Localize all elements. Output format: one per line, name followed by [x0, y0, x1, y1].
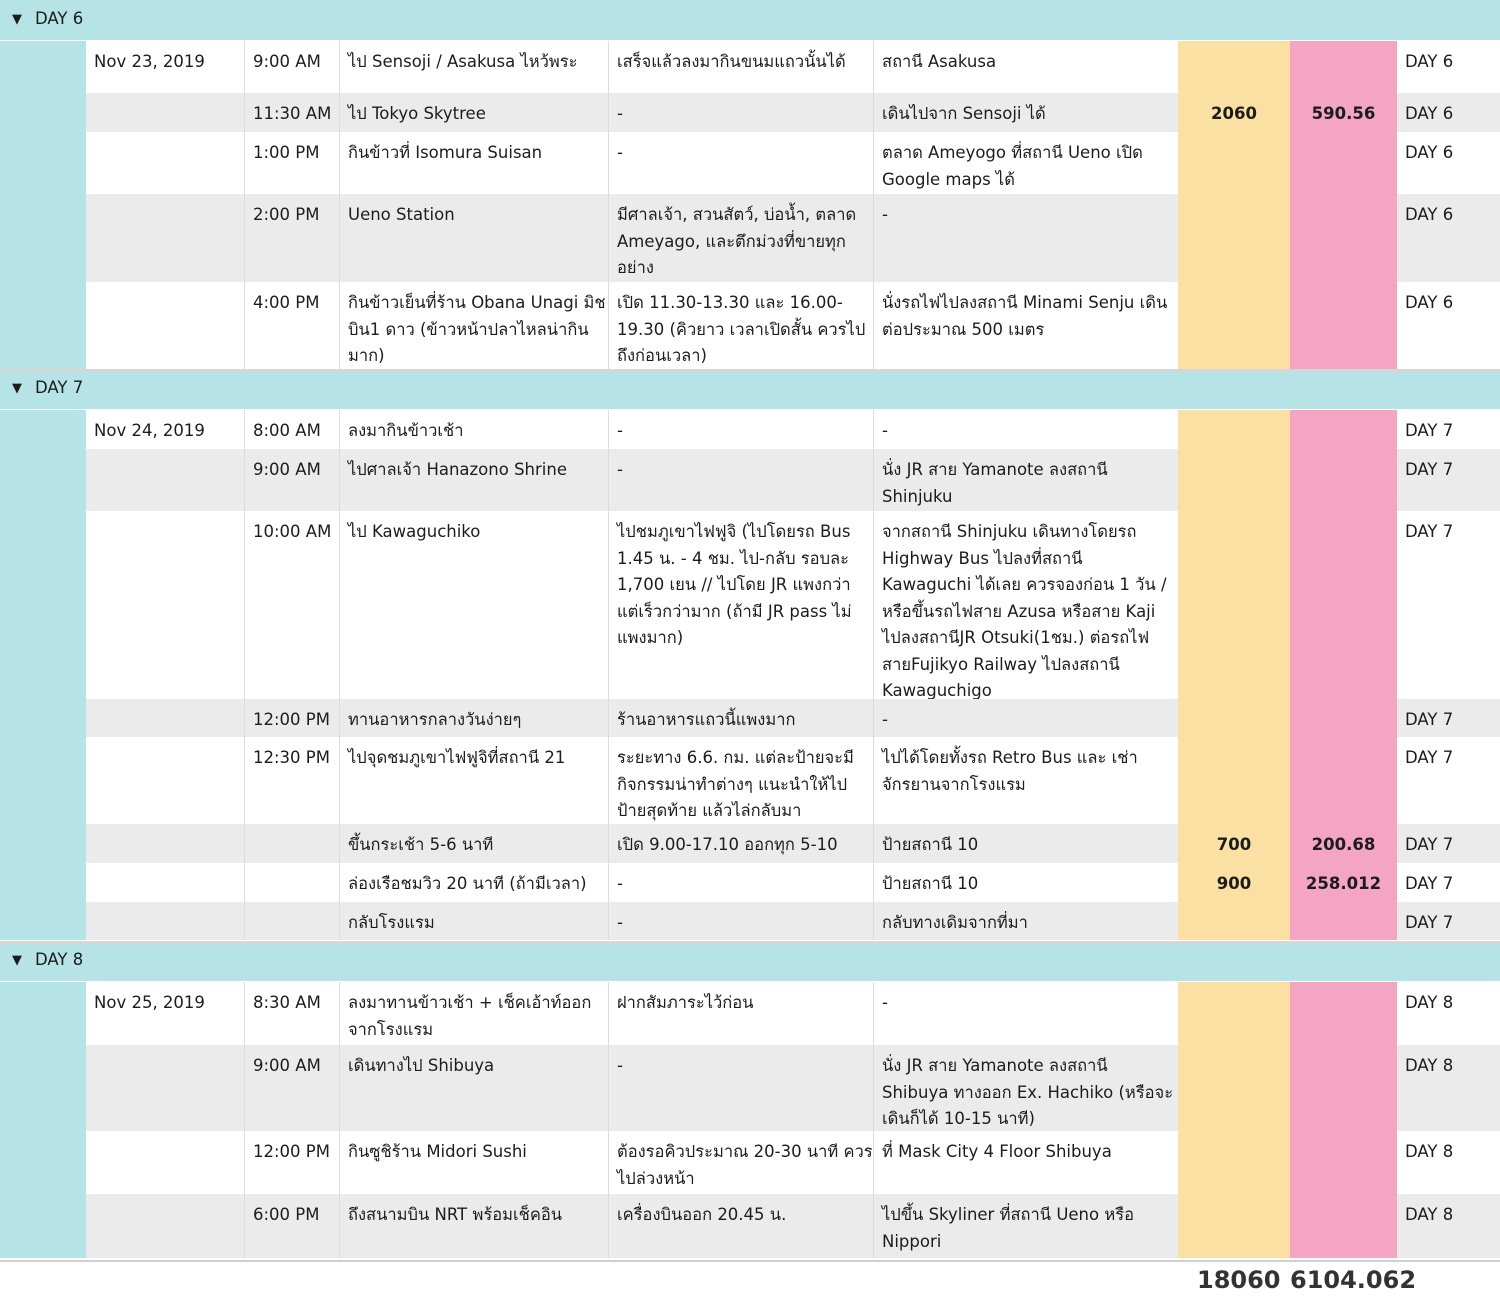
- table-row[interactable]: [86, 194, 1500, 282]
- column-divider: [339, 902, 340, 940]
- collapse-triangle-icon[interactable]: ▼: [12, 953, 22, 968]
- column-divider: [244, 902, 245, 940]
- column-divider: [339, 132, 340, 194]
- column-divider: [608, 982, 609, 1045]
- activity-cell[interactable]: ไป Kawaguchiko: [348, 522, 481, 541]
- date-cell[interactable]: Nov 24, 2019: [94, 421, 205, 440]
- collapse-triangle-icon[interactable]: ▼: [12, 381, 22, 396]
- column-divider: [339, 1045, 340, 1131]
- date-cell[interactable]: [86, 824, 244, 863]
- note-cell[interactable]: -: [617, 913, 623, 932]
- column-divider: [873, 824, 874, 863]
- column-divider: [244, 1131, 245, 1194]
- date-cell[interactable]: [86, 863, 244, 902]
- table-row[interactable]: [86, 282, 1500, 369]
- note-cell[interactable]: เปิด 9.00-17.10 ออกทุก 5-10: [617, 835, 838, 854]
- column-divider: [873, 449, 874, 511]
- collapse-triangle-icon[interactable]: ▼: [12, 12, 22, 27]
- column-divider: [873, 1045, 874, 1131]
- activity-cell[interactable]: ถึงสนามบิน NRT พร้อมเช็คอิน: [348, 1205, 563, 1224]
- activity-cell[interactable]: ทานอาหารกลางวันง่ายๆ: [348, 710, 522, 729]
- column-divider: [339, 93, 340, 132]
- table-row[interactable]: [86, 902, 1500, 940]
- date-cell[interactable]: [86, 1131, 244, 1194]
- column-divider: [244, 863, 245, 902]
- note-cell[interactable]: ต้องรอคิวประมาณ 20-30 นาที ควรไปล่วงหน้า: [617, 1142, 873, 1188]
- column-divider: [873, 282, 874, 369]
- group-indent-band: [0, 982, 86, 1258]
- activity-cell[interactable]: Ueno Station: [348, 205, 455, 224]
- day-label-cell[interactable]: DAY 7: [1405, 835, 1454, 854]
- column-divider: [339, 824, 340, 863]
- time-cell[interactable]: [245, 824, 339, 863]
- note-cell[interactable]: -: [617, 874, 623, 893]
- column-divider: [244, 410, 245, 449]
- table-row[interactable]: [86, 982, 1500, 1045]
- totals-divider: [0, 1260, 1500, 1262]
- date-cell[interactable]: [86, 511, 244, 699]
- column-divider: [244, 824, 245, 863]
- thb-cell[interactable]: 200.68: [1290, 824, 1397, 863]
- table-row[interactable]: [86, 1194, 1500, 1258]
- table-row[interactable]: [86, 410, 1500, 449]
- activity-cell[interactable]: ไปจุดชมภูเขาไฟฟูจิที่สถานี 21: [348, 748, 566, 767]
- yen-cell[interactable]: [1178, 132, 1290, 194]
- day-label-cell[interactable]: DAY 7: [1405, 460, 1454, 479]
- transport-cell[interactable]: นั่ง JR สาย Yamanote ลงสถานี Shinjuku: [882, 460, 1108, 506]
- group-label: DAY 6: [35, 9, 84, 28]
- note-cell[interactable]: มีศาลเจ้า, สวนสัตว์, บ่อน้ำ, ตลาด Ameyago, และตึกม่วงที่ขายทุกอย่าง: [617, 205, 857, 277]
- column-divider: [608, 410, 609, 449]
- thb-cell[interactable]: [1290, 132, 1397, 194]
- time-cell[interactable]: 8:00 AM: [253, 421, 321, 440]
- column-divider: [244, 132, 245, 194]
- note-cell[interactable]: ฝากสัมภาระไว้ก่อน: [617, 993, 754, 1012]
- transport-cell[interactable]: ตลาด Ameyogo ที่สถานี Ueno เปิด Google maps ได้: [882, 143, 1143, 189]
- time-cell[interactable]: 12:00 PM: [253, 1142, 330, 1161]
- yen-cell[interactable]: [1178, 449, 1290, 511]
- note-cell[interactable]: -: [617, 1056, 623, 1075]
- day-label-cell[interactable]: DAY 6: [1405, 205, 1454, 224]
- day-label-cell[interactable]: DAY 6: [1405, 293, 1454, 312]
- group-label: DAY 8: [35, 950, 84, 969]
- note-cell[interactable]: ไปชมภูเขาไฟฟูจิ (ไปโดยรถ Bus 1.45 น. - 4 ชม. ไป-กลับ รอบละ 1,700 เยน // ไปโดย JR แพงกว่า แต่เร็วกว่ามาก (ถ้ามี JR pass ไม่แพงมาก): [617, 522, 852, 647]
- column-divider: [608, 93, 609, 132]
- date-cell[interactable]: Nov 23, 2019: [94, 52, 205, 71]
- day-label-cell[interactable]: DAY 7: [1405, 748, 1454, 767]
- total-yen[interactable]: 18060: [1197, 1266, 1281, 1294]
- time-cell[interactable]: 8:30 AM: [253, 993, 321, 1012]
- column-divider: [339, 41, 340, 93]
- table-row[interactable]: [86, 863, 1500, 902]
- yen-cell[interactable]: [1178, 511, 1290, 699]
- day-label-cell[interactable]: DAY 6: [1405, 104, 1454, 123]
- activity-cell[interactable]: ขึ้นกระเช้า 5-6 นาที: [348, 835, 494, 854]
- column-divider: [873, 863, 874, 902]
- table-row[interactable]: [86, 511, 1500, 699]
- column-divider: [873, 982, 874, 1045]
- group-separator: [0, 941, 1500, 944]
- yen-cell[interactable]: [1178, 982, 1290, 1045]
- column-divider: [873, 902, 874, 940]
- day-label-cell[interactable]: DAY 7: [1405, 913, 1454, 932]
- date-cell[interactable]: [86, 699, 244, 737]
- column-divider: [608, 282, 609, 369]
- column-divider: [608, 194, 609, 282]
- activity-cell[interactable]: กลับโรงแรม: [348, 913, 435, 932]
- yen-cell[interactable]: 2060: [1178, 93, 1290, 132]
- thb-cell[interactable]: [1290, 1131, 1397, 1194]
- table-row[interactable]: [86, 449, 1500, 511]
- thb-cell[interactable]: [1290, 449, 1397, 511]
- column-divider: [608, 699, 609, 737]
- transport-cell[interactable]: -: [882, 205, 888, 224]
- date-cell[interactable]: [86, 737, 244, 824]
- day-label-cell[interactable]: DAY 7: [1405, 710, 1454, 729]
- transport-cell[interactable]: ที่ Mask City 4 Floor Shibuya: [882, 1142, 1112, 1161]
- column-divider: [244, 449, 245, 511]
- yen-cell[interactable]: [1178, 1045, 1290, 1131]
- transport-cell[interactable]: ป้ายสถานี 10: [882, 874, 979, 893]
- time-cell[interactable]: 9:00 AM: [253, 1056, 321, 1075]
- group-header-1[interactable]: [0, 369, 1500, 409]
- date-cell[interactable]: [86, 132, 244, 194]
- column-divider: [339, 699, 340, 737]
- column-divider: [608, 41, 609, 93]
- day-label-cell[interactable]: DAY 7: [1405, 421, 1454, 440]
- group-label: DAY 7: [35, 378, 84, 397]
- yen-cell[interactable]: [1178, 1194, 1290, 1258]
- column-divider: [608, 1045, 609, 1131]
- activity-cell[interactable]: กินข้าวที่ Isomura Suisan: [348, 143, 543, 162]
- date-cell[interactable]: [86, 282, 244, 369]
- note-cell[interactable]: -: [617, 143, 623, 162]
- column-divider: [339, 449, 340, 511]
- thb-cell[interactable]: 258.012: [1290, 863, 1397, 902]
- transport-cell[interactable]: -: [882, 710, 888, 729]
- column-divider: [873, 194, 874, 282]
- transport-cell[interactable]: ไปได้โดยทั้งรถ Retro Bus และ เช่าจักรยานจากโรงแรม: [882, 748, 1138, 794]
- activity-cell[interactable]: ไป Tokyo Skytree: [348, 104, 486, 123]
- day-label-cell[interactable]: DAY 7: [1405, 874, 1454, 893]
- date-cell[interactable]: Nov 25, 2019: [94, 993, 205, 1012]
- column-divider: [339, 194, 340, 282]
- transport-cell[interactable]: -: [882, 993, 888, 1012]
- column-divider: [873, 1194, 874, 1258]
- column-divider: [873, 410, 874, 449]
- note-cell[interactable]: -: [617, 460, 623, 479]
- thb-cell[interactable]: 590.56: [1290, 93, 1397, 132]
- note-cell[interactable]: -: [617, 104, 623, 123]
- activity-cell[interactable]: ลงมากินข้าวเช้า: [348, 421, 464, 440]
- transport-cell[interactable]: กลับทางเดิมจากที่มา: [882, 913, 1028, 932]
- date-cell[interactable]: [86, 1045, 244, 1131]
- time-cell[interactable]: 10:00 AM: [253, 522, 332, 541]
- column-divider: [244, 93, 245, 132]
- column-divider: [339, 282, 340, 369]
- yen-cell[interactable]: [1178, 194, 1290, 282]
- note-cell[interactable]: เครื่องบินออก 20.45 น.: [617, 1205, 787, 1224]
- activity-cell[interactable]: กินซูชิร้าน Midori Sushi: [348, 1142, 527, 1161]
- column-divider: [244, 511, 245, 699]
- time-cell[interactable]: 12:00 PM: [253, 710, 330, 729]
- column-divider: [608, 1131, 609, 1194]
- column-divider: [244, 194, 245, 282]
- table-row[interactable]: [86, 93, 1500, 132]
- thb-cell[interactable]: [1290, 511, 1397, 699]
- table-row[interactable]: [86, 824, 1500, 863]
- column-divider: [608, 863, 609, 902]
- yen-cell[interactable]: [1178, 699, 1290, 737]
- column-divider: [873, 737, 874, 824]
- time-cell[interactable]: [245, 902, 339, 940]
- column-divider: [339, 1194, 340, 1258]
- thb-cell[interactable]: [1290, 737, 1397, 824]
- transport-cell[interactable]: จากสถานี Shinjuku เดินทางโดยรถ Highway Bus ไปลงที่สถานี Kawaguchi ได้เลย ควรจองก่อน 1 วัน / หรือขึ้นรถไฟสาย Azusa หรือสาย Kaji ไปลงสถานีJR Otsuki(1ชม.) ต่อรถไฟสายFujikyo Railway ไปลงสถานี Kawaguchigo: [882, 522, 1167, 699]
- time-cell[interactable]: 4:00 PM: [253, 293, 320, 312]
- column-divider: [608, 449, 609, 511]
- group-indent-band: [0, 41, 86, 369]
- column-divider: [873, 41, 874, 93]
- column-divider: [339, 511, 340, 699]
- yen-cell[interactable]: 700: [1178, 824, 1290, 863]
- time-cell[interactable]: 9:00 AM: [253, 460, 321, 479]
- column-divider: [873, 93, 874, 132]
- transport-cell[interactable]: นั่งรถไฟไปลงสถานี Minami Senju เดินต่อประมาณ 500 เมตร: [882, 293, 1168, 339]
- thb-cell[interactable]: [1290, 41, 1397, 93]
- activity-cell[interactable]: ล่องเรือชมวิว 20 นาที (ถ้ามีเวลา): [348, 874, 587, 893]
- column-divider: [608, 1194, 609, 1258]
- note-cell[interactable]: -: [617, 421, 623, 440]
- column-divider: [244, 1045, 245, 1131]
- date-cell[interactable]: [86, 902, 244, 940]
- yen-cell[interactable]: [1178, 902, 1290, 940]
- date-cell[interactable]: [86, 93, 244, 132]
- transport-cell[interactable]: นั่ง JR สาย Yamanote ลงสถานี Shibuya ทางออก Ex. Hachiko (หรือจะเดินก็ได้ 10-15 นาที): [882, 1056, 1174, 1128]
- group-header-0[interactable]: [0, 0, 1500, 40]
- yen-cell[interactable]: [1178, 410, 1290, 449]
- day-label-cell[interactable]: DAY 8: [1405, 1056, 1454, 1075]
- column-divider: [873, 511, 874, 699]
- date-cell[interactable]: [86, 194, 244, 282]
- column-divider: [244, 699, 245, 737]
- time-cell[interactable]: 6:00 PM: [253, 1205, 320, 1224]
- yen-cell[interactable]: [1178, 1131, 1290, 1194]
- column-divider: [608, 824, 609, 863]
- day-label-cell[interactable]: DAY 8: [1405, 1205, 1454, 1224]
- thb-cell[interactable]: [1290, 1045, 1397, 1131]
- thb-cell[interactable]: [1290, 410, 1397, 449]
- total-thb[interactable]: 6104.062: [1290, 1266, 1417, 1294]
- note-cell[interactable]: เปิด 11.30-13.30 และ 16.00-19.30 (คิวยาว เวลาเปิดสั้น ควรไปถึงก่อนเวลา): [617, 293, 866, 365]
- column-divider: [244, 1194, 245, 1258]
- yen-cell[interactable]: [1178, 737, 1290, 824]
- column-divider: [339, 863, 340, 902]
- column-divider: [244, 282, 245, 369]
- transport-cell[interactable]: ป้ายสถานี 10: [882, 835, 979, 854]
- day-label-cell[interactable]: DAY 8: [1405, 993, 1454, 1012]
- thb-cell[interactable]: [1290, 982, 1397, 1045]
- column-divider: [244, 737, 245, 824]
- transport-cell[interactable]: เดินไปจาก Sensoji ได้: [882, 104, 1046, 123]
- yen-cell[interactable]: [1178, 282, 1290, 369]
- time-cell[interactable]: 9:00 AM: [253, 52, 321, 71]
- yen-cell[interactable]: 900: [1178, 863, 1290, 902]
- column-divider: [339, 1131, 340, 1194]
- table-row[interactable]: [86, 41, 1500, 93]
- time-cell[interactable]: 2:00 PM: [253, 205, 320, 224]
- thb-cell[interactable]: [1290, 194, 1397, 282]
- group-separator: [0, 369, 1500, 372]
- column-divider: [608, 902, 609, 940]
- thb-cell[interactable]: [1290, 699, 1397, 737]
- table-row[interactable]: [86, 699, 1500, 737]
- column-divider: [608, 511, 609, 699]
- transport-cell[interactable]: ไปขึ้น Skyliner ที่สถานี Ueno หรือ Nippori: [882, 1205, 1134, 1251]
- time-cell[interactable]: 11:30 AM: [253, 104, 332, 123]
- table-row[interactable]: [86, 1045, 1500, 1131]
- yen-cell[interactable]: [1178, 41, 1290, 93]
- column-divider: [608, 132, 609, 194]
- group-header-2[interactable]: [0, 941, 1500, 981]
- column-divider: [244, 982, 245, 1045]
- activity-cell[interactable]: ไป Sensoji / Asakusa ไหว้พระ: [348, 52, 578, 71]
- time-cell[interactable]: 1:00 PM: [253, 143, 320, 162]
- table-row[interactable]: [86, 132, 1500, 194]
- thb-cell[interactable]: [1290, 902, 1397, 940]
- activity-cell[interactable]: ลงมาทานข้าวเช้า + เช็คเอ้าท์ออกจากโรงแรม: [348, 993, 592, 1039]
- activity-cell[interactable]: เดินทางไป Shibuya: [348, 1056, 495, 1075]
- transport-cell[interactable]: สถานี Asakusa: [882, 52, 997, 71]
- column-divider: [339, 982, 340, 1045]
- time-cell[interactable]: 12:30 PM: [253, 748, 330, 767]
- note-cell[interactable]: เสร็จแล้วลงมากินขนมแถวนั้นได้: [617, 52, 846, 71]
- note-cell[interactable]: ระยะทาง 6.6. กม. แต่ละป้ายจะมีกิจกรรมน่าทำต่างๆ แนะนำให้ไปป้ายสุดท้าย แล้วไล่กลับมา: [617, 748, 854, 820]
- group-indent-band: [0, 410, 86, 940]
- column-divider: [339, 410, 340, 449]
- column-divider: [608, 737, 609, 824]
- date-cell[interactable]: [86, 1194, 244, 1258]
- thb-cell[interactable]: [1290, 1194, 1397, 1258]
- date-cell[interactable]: [86, 449, 244, 511]
- note-cell[interactable]: ร้านอาหารแถวนี้แพงมาก: [617, 710, 796, 729]
- transport-cell[interactable]: -: [882, 421, 888, 440]
- table-row[interactable]: [86, 1131, 1500, 1194]
- activity-cell[interactable]: ไปศาลเจ้า Hanazono Shrine: [348, 460, 567, 479]
- day-label-cell[interactable]: DAY 8: [1405, 1142, 1454, 1161]
- column-divider: [339, 737, 340, 824]
- day-label-cell[interactable]: DAY 6: [1405, 143, 1454, 162]
- column-divider: [873, 132, 874, 194]
- column-divider: [244, 41, 245, 93]
- day-label-cell[interactable]: DAY 7: [1405, 522, 1454, 541]
- table-row[interactable]: [86, 737, 1500, 824]
- activity-cell[interactable]: กินข้าวเย็นที่ร้าน Obana Unagi มิชบิน1 ดาว (ข้าวหน้าปลาไหลน่ากินมาก): [348, 293, 606, 365]
- day-label-cell[interactable]: DAY 6: [1405, 52, 1454, 71]
- thb-cell[interactable]: [1290, 282, 1397, 369]
- column-divider: [873, 1131, 874, 1194]
- column-divider: [873, 699, 874, 737]
- time-cell[interactable]: [245, 863, 339, 902]
